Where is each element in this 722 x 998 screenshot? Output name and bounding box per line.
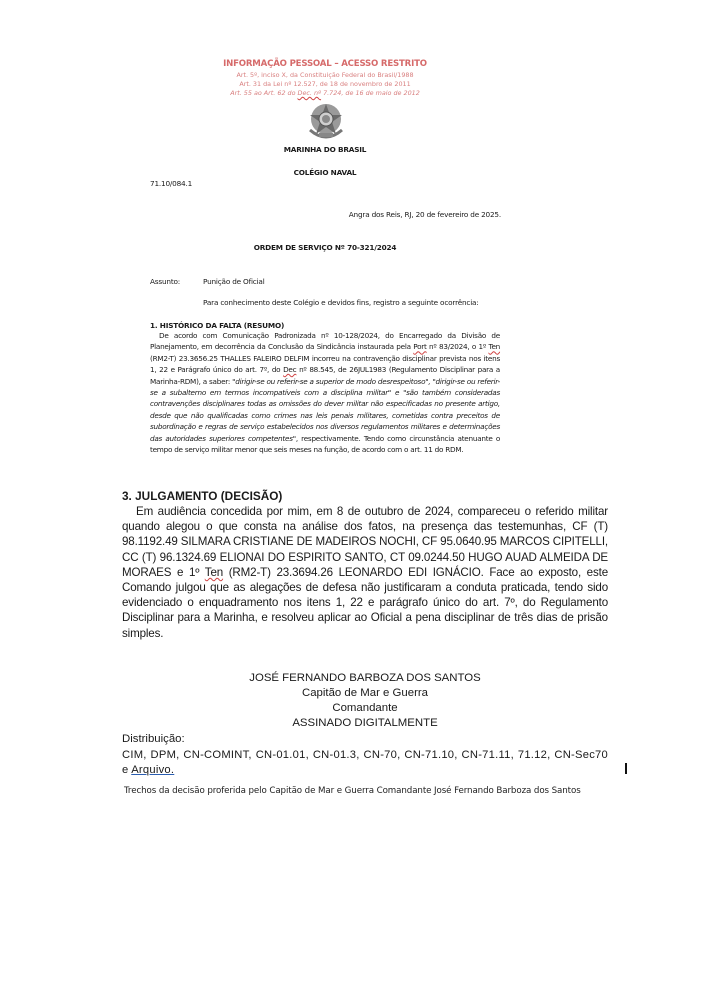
s3-text-3: (RM2-T) 23.3694.26 LEONARDO EDI IGNÁCIO. Face ao exposto, este Comando julgou que as alegações de defesa não justificaram a conduta praticada, tendo sido evidenciado o enquadramento nos itens 1, 22 e parágrafo único do art. 7º, do Regulamento Disciplinar para a Marinha, e resolveu aplicar ao Oficial a pena disciplinar de três dias de prisão simples.	[122, 565, 609, 640]
distribution-archive: Arquivo.	[131, 764, 175, 777]
s1-ten: Ten	[488, 342, 501, 352]
s1-port: Port	[413, 342, 427, 352]
subject-value: Punição de Oficial	[203, 277, 265, 286]
section-3-body	[122, 504, 608, 641]
legal-basis-line-3	[180, 89, 470, 97]
distribution-label: Distribuição:	[122, 733, 185, 745]
subject-intro: Para conhecimento deste Colégio e devidos fins, registro a seguinte ocorrência:	[203, 298, 479, 307]
s1-text-9: , respectivamente. Tendo como circunstância atenuante o tempo de serviço militar menor que seis meses na função, de acordo com o art. 11 do RDM.	[150, 433, 501, 455]
s3-ten: Ten	[204, 565, 224, 579]
signature-status: ASSINADO DIGITALMENTE	[292, 717, 438, 729]
section-1-heading: 1. HISTÓRICO DA FALTA (RESUMO)	[150, 321, 285, 330]
section-1-body	[150, 330, 500, 455]
subject-label: Assunto:	[150, 277, 181, 286]
unit-name: COLÉGIO NAVAL	[293, 168, 357, 177]
legal-basis-line-3-part-a: Art. 55 ao Art. 62 do	[230, 89, 298, 97]
s1-quoted-rules: "dirigir-se ou referir-se a superior de modo desrespeitoso", "dirigir-se ou referir-se a subalterno em termos incompatíveis com a disciplina militar" e "são também consideradas contravenções disciplinares todas as omissões do dever militar não especificadas no presente artigo, desde que não qualificadas como crimes nas leis penais militares, cometidas contra preceitos de subordinação e regras de serviço estabelecidos nos diversos regulamentos militares e determinações das autoridades superiores competentes"	[150, 376, 501, 443]
text-cursor	[625, 763, 627, 774]
section-3-heading: 3. JULGAMENTO (DECISÃO)	[122, 489, 283, 503]
restricted-access-title: INFORMAÇÃO PESSOAL – ACESSO RESTRITO	[223, 59, 427, 69]
signer-rank: Capitão de Mar e Guerra	[302, 687, 428, 699]
order-title: ORDEM DE SERVIÇO Nº 70-321/2024	[253, 243, 397, 252]
distribution-items: CIM, DPM, CN-COMINT, CN-01.01, CN-01.3, CN-70, CN-71.10, CN-71.11, 71.12, CN-Sec70 e	[122, 749, 608, 777]
s1-text-3: nº 83/2024, o 1º	[426, 342, 489, 352]
coat-of-arms-icon	[304, 100, 348, 144]
legal-basis-line-2: Art. 31 da Lei nº 12.527, de 18 de novembro de 2011	[239, 80, 411, 88]
s1-text-7: nº 88.545, de 26JUL1983 (Regulamento Disciplinar para a Marinha-RDM), a saber:	[150, 365, 500, 386]
s1-text-1: De acordo com Comunicação Padronizada nº 10-128/2024, do Encarregado da Divisão de Planejamento, em decorrência da Conclusão da Sindicância instaurada pela	[150, 331, 500, 352]
s3-text-1: Em audiência concedida por mim, em 8 de outubro de 2024, compareceu o referido militar quando alegou o que consta na análise dos fatos, na presença das testemunhas, CF (T) 98.1192.49 SILMARA CRISTIANE DE MADEIROS NOCHI, CF 95.0640.95 MARCOS CIPITELLI, CC (T) 96.1324.69 ELIONAI DO ESPIRITO SANTO, CT 09.0244.50 HUGO AUAD ALMEIDA DE MORAES e 1º	[122, 505, 608, 579]
org-name: MARINHA DO BRASIL	[283, 145, 367, 154]
distribution-list	[122, 748, 608, 778]
signer-role: Comandante	[332, 702, 398, 714]
s1-dec: Dec	[283, 365, 297, 375]
image-caption: Trechos da decisão proferida pelo Capitão de Mar e Guerra Comandante José Fernando Barboza dos Santos	[124, 786, 581, 796]
reference-code: 71.10/084.1	[150, 179, 193, 188]
signer-name: JOSÉ FERNANDO BARBOZA DOS SANTOS	[249, 672, 481, 684]
s1-text-5: (RM2-T) 23.3656.25 THALLES FALEIRO DELFIM incorreu na contravenção disciplinar prevista nos itens 1, 22 e Parágrafo único do art. 7º, do	[150, 353, 500, 375]
legal-basis-line-3-dec: Dec. nº	[297, 89, 322, 97]
place-and-date: Angra dos Reis, RJ, 20 de fevereiro de 2025.	[348, 210, 501, 219]
legal-basis-line-1: Art. 5º, inciso X, da Constituição Federal do Brasil/1988	[236, 71, 414, 79]
legal-basis-line-3-part-c: 7.724, de 16 de maio de 2012	[321, 89, 420, 97]
